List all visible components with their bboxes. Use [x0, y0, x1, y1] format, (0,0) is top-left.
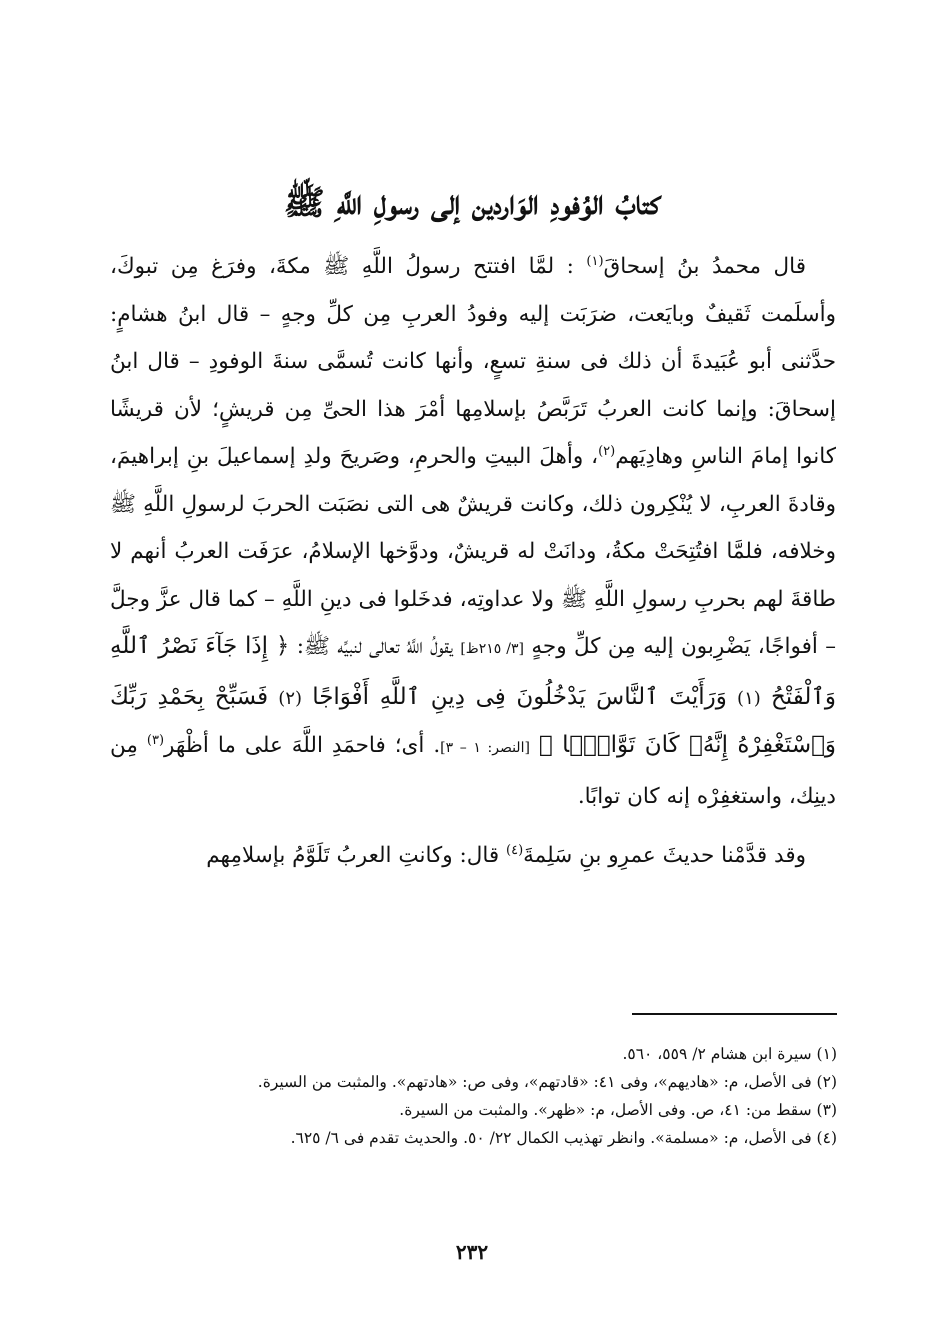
footnote-item: (٣) سقط من: ٤١، ص. وفى الأصل، م: «ظهر». والمثبت من السيرة. — [399, 1101, 837, 1119]
ayah-number-2: (٢) — [278, 687, 303, 709]
text-segment: . أى؛ فاحمَدِ اللَّهَ على ما أظْهَر — [164, 733, 441, 758]
paragraph-1 — [110, 243, 836, 820]
chapter-title: كتابُ الوُفودِ الوَاردين إلى رسولِ اللَّهِ ﷺ — [283, 182, 661, 223]
quran-verse-1: ﴿ إِذَا جَآءَ نَصْرُ ٱللَّهِ وَٱلْفَتْحُ — [110, 633, 836, 710]
paragraph-2 — [110, 832, 836, 880]
ayah-number-1: (١) — [737, 687, 761, 709]
footnote-item: (١) سيرة ابن هشام ٢/ ٥٥٩، ٥٦٠. — [622, 1045, 837, 1063]
quran-verse-2: وَرَأَيْتَ ٱلنَّاسَ يَدْخُلُونَ فِى دِينِ ٱللَّهِ أَفْوَاجًا — [312, 683, 727, 710]
main-text — [110, 243, 836, 880]
footnote-item: (٤) فى الأصل، م: «مسلمة». وانظر تهذيب الكمال ٢٢/ ٥٠. والحديث تقدم فى ٦/ ٦٢٥. — [290, 1129, 837, 1147]
manuscript-page-ref: [٣/ ٢١٥ظ] — [460, 641, 525, 657]
text-segment: قال: وكانتِ العربُ تَلَوَّمُ بإسلامِهم — [206, 843, 500, 868]
footnote-ref-2[interactable]: (٢) — [598, 443, 616, 459]
footnote-ref-1[interactable]: (١) — [586, 253, 604, 269]
text-segment: ، وأهلَ البيتِ والحرمِ، وصَريحَ ولدِ إسماعيلَ بنِ إبراهيمَ، وقادةَ العربِ، لا يُنْكِرون ذلك، وكانت قريشٌ هى التى نصَبَت الحربَ لرسولِ اللَّهِ ﷺ وخلافه، فلمَّا افتُتِحَتْ مكةُ، ودانَتْ له قريشٌ، ودوَّخها الإسلامُ، عرَفَت العربُ أنهم لا طاقةَ لهم بحربِ رسولِ اللَّهِ ﷺ ولا عداوتِه، فدخَلوا فى دينِ اللَّهِ – كما قال عزَّ وجلَّ – أفواجًا، يَضْرِبون إليه مِن كلِّ وجهٍ — [110, 444, 836, 659]
footnote-separator — [632, 1013, 837, 1015]
quran-verse-3: فَسَبِّحْ بِحَمْدِ رَبِّكَ وَٱسْتَغْفِرْهُ إِنَّهُۥ كَانَ تَوَّابًۢا ﴾ — [110, 683, 837, 758]
text-segment: يقولُ اللَّهُ تعالى لنبيِّه ﷺ: — [296, 634, 453, 659]
page-number: ٢٣٢ — [455, 1240, 489, 1264]
footnote-ref-4[interactable]: (٤) — [506, 842, 524, 858]
footnote-ref-3[interactable]: (٣) — [146, 732, 165, 748]
text-segment: : لمَّا افتتح رسولُ اللَّهِ ﷺ مكةَ، وفرَغ مِن تبوكَ، وأسلَمت ثَقيفٌ وبايَعت، ضرَبَت إليه وفودُ العربِ مِن كلِّ وجهٍ – قال ابنُ هشامٍ: حدَّثنى أبو عُبَيدةَ أن ذلك فى سنةِ تسعٍ، وأنها كانت تُسمَّى سنةَ الوفودِ – قال ابنُ إسحاقَ: وإنما كانت العربُ تَرَبَّصُ بإسلامِها أمْرَ هذا الحىِّ مِن قريشٍ؛ لأن قريشًا كانوا إمامَ الناسِ وهادِيَهم — [110, 254, 837, 469]
text-segment: قال محمدُ بنُ إسحاقَ — [603, 254, 807, 279]
text-segment: مِن دينِك، واستغفِرْه إنه كان توابًا. — [110, 733, 836, 809]
surah-reference: [النصر: ١ – ٣] — [440, 740, 530, 756]
footnotes — [107, 1040, 837, 1152]
text-segment: وقد قدَّمْنا حديثَ عمرِو بنِ سَلِمةَ — [523, 843, 806, 868]
footnote-item: (٢) فى الأصل، م: «هاديهم»، وفى ٤١: «قادتهم»، وفى ص: «هادتهم». والمثبت من السيرة. — [257, 1073, 837, 1091]
